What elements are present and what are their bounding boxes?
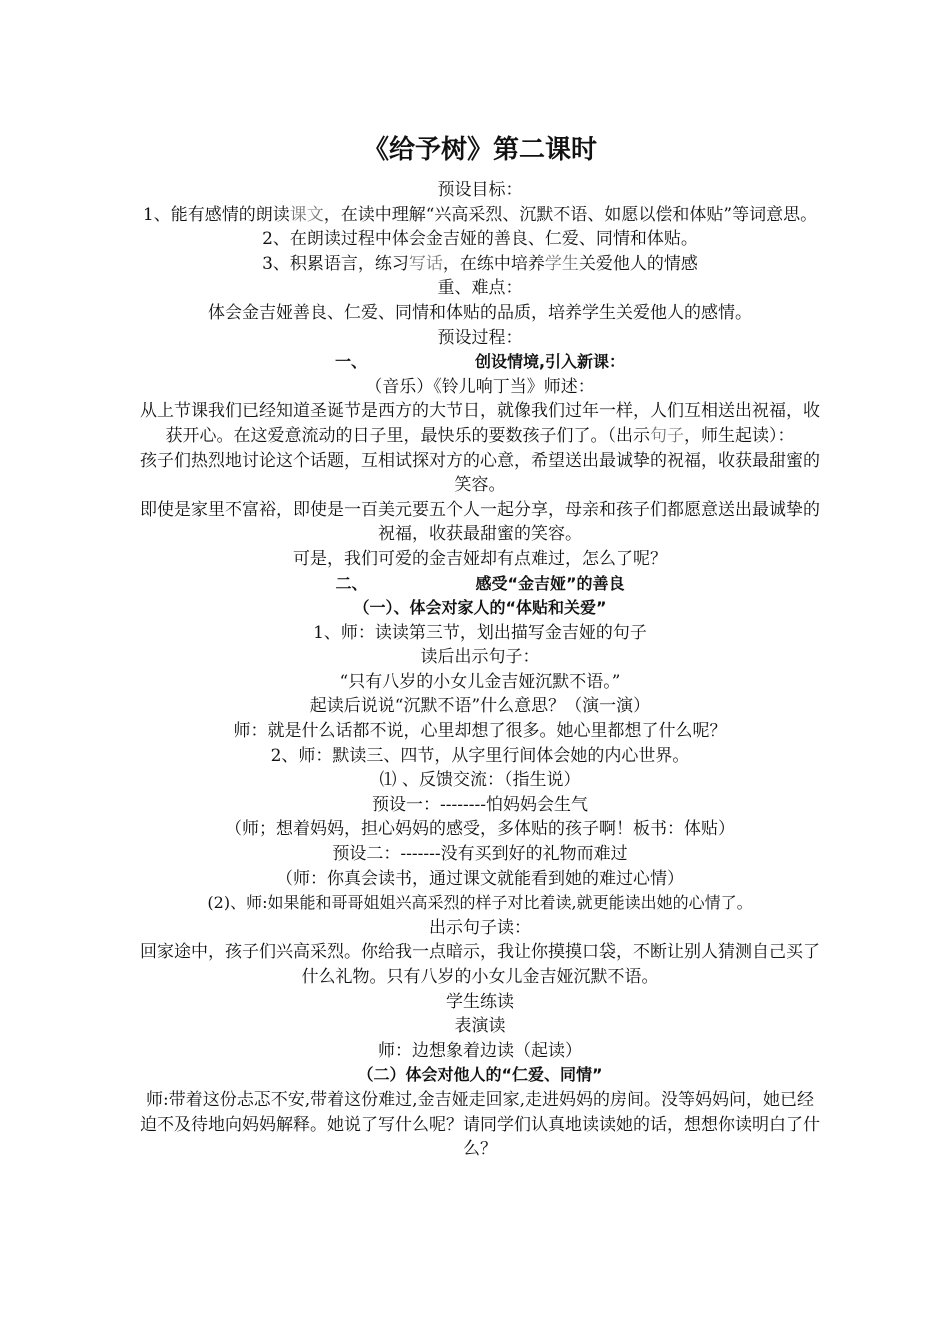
section-1-title: 创设情境,引入新课： bbox=[474, 352, 626, 372]
goal-3-text-e: 关爱他人的情感 bbox=[578, 253, 698, 274]
key-text: 体会金吉娅善良、仁爱、同情和体贴的品质，培养学生关爱他人的感情。 bbox=[208, 302, 752, 323]
music-line: （音乐）《铃儿响丁当》师述： bbox=[365, 376, 595, 397]
line-10: 预设二：-------没有买到好的礼物而难过 bbox=[332, 844, 628, 865]
key-heading: 重、难点： bbox=[437, 278, 523, 299]
paragraph-4: 可是，我们可爱的金吉娅却有点难过，怎么了呢？ bbox=[293, 548, 667, 569]
line-11: （师：你真会读书，通过课文就能看到她的难过心情） bbox=[276, 868, 684, 889]
section-1-number: 一、 bbox=[334, 352, 367, 372]
line-7: ⑴ 、反馈交流：（指生说） bbox=[379, 770, 581, 791]
section-2-title: 感受“金吉娅”的善良 bbox=[475, 573, 625, 593]
line-1: 1、师：读读第三节，划出描写金吉娅的句子 bbox=[313, 622, 647, 643]
goal-3-text-c: ，在练中培养 bbox=[442, 253, 545, 274]
subsection-2-heading: （二）体会对他人的“仁爱、同情” bbox=[357, 1065, 603, 1085]
line-18: 师:带着这份忐忑不安,带着这份难过,金吉娅走回家,走进妈妈的房间。没等妈妈问，她已经迫不及待地向妈妈解释。她说了写什么呢？请同学们认真地读读她的话，想想你读明白了什么？ bbox=[140, 1089, 820, 1160]
line-9: （师；想着妈妈，担心妈妈的感受，多体贴的孩子啊！板书：体贴） bbox=[225, 819, 735, 840]
subsection-1-heading: （一）、体会对家人的“体贴和关爱” bbox=[353, 598, 607, 618]
goal-1-text-c: ，在读中理解“兴高采烈、沉默不语、如愿以偿和体贴”等词意思。 bbox=[323, 204, 818, 225]
line-4: 起读后说说“沉默不语”什么意思？（演一演） bbox=[309, 696, 651, 717]
paragraph-1-text-a: 从上节课我们已经知道圣诞节是西方的大节日，就像我们过年一样，人们互相送出祝福，收获开心。在这爱意流动的日子里，最快乐的要数孩子们了。（出示 bbox=[140, 401, 820, 446]
line-14: 回家途中，孩子们兴高采烈。你给我一点暗示，我让你摸摸口袋，不断让别人猜测自己买了什么礼物。只有八岁的小女儿金吉娅沉默不语。 bbox=[140, 942, 820, 987]
line-2: 读后出示句子： bbox=[420, 647, 540, 668]
paragraph-3: 即使是家里不富裕，即使是一百美元要五个人一起分享，母亲和孩子们都愿意送出最诚挚的祝福，收获最甜蜜的笑容。 bbox=[140, 499, 820, 545]
line-3: “只有八岁的小女儿金吉娅沉默不语。” bbox=[339, 671, 621, 692]
process-heading: 预设过程： bbox=[437, 327, 523, 348]
goal-3-link-xiehua[interactable]: 写话 bbox=[408, 253, 443, 274]
line-13: 出示句子读： bbox=[429, 917, 531, 938]
line-6: 2、师：默读三、四节，从字里行间体会她的内心世界。 bbox=[270, 745, 690, 766]
line-5: 师：就是什么话都不说，心里却想了很多。她心里都想了什么呢？ bbox=[233, 721, 727, 742]
section-2-heading bbox=[140, 572, 820, 597]
goals-heading: 预设目标： bbox=[437, 180, 523, 200]
goal-3-link-xuesheng[interactable]: 学生 bbox=[544, 253, 579, 274]
goal-1-text-a: 1、能有感情的朗读 bbox=[142, 204, 290, 225]
line-8: 预设一：--------怕妈妈会生气 bbox=[372, 794, 588, 815]
document-page bbox=[140, 128, 820, 1162]
paragraph-1-link-juzi[interactable]: 句子 bbox=[650, 425, 684, 446]
goal-3-text-a: 3、积累语言，练习 bbox=[262, 253, 409, 274]
line-17: 师：边想象着边读（起读） bbox=[378, 1040, 582, 1061]
paragraph-2: 孩子们热烈地讨论这个话题，互相试探对方的心意，希望送出最诚挚的祝福，收获最甜蜜的笑容。 bbox=[140, 450, 820, 496]
line-15: 学生练读 bbox=[446, 991, 514, 1012]
line-12: (2)、师:如果能和哥哥姐姐兴高采烈的样子对比着读,就更能读出她的心情了。 bbox=[207, 893, 753, 913]
paragraph-1 bbox=[140, 399, 820, 448]
goal-2: 2、在朗读过程中体会金吉娅的善良、仁爱、同情和体贴。 bbox=[262, 229, 698, 250]
goal-3 bbox=[140, 252, 820, 277]
section-2-number: 二、 bbox=[335, 573, 368, 593]
goal-1-link-kewen[interactable]: 课文 bbox=[289, 204, 324, 225]
section-1-heading bbox=[140, 350, 820, 375]
document-title: 《给予树》第二课时 bbox=[362, 135, 597, 165]
line-16: 表演读 bbox=[454, 1016, 506, 1037]
paragraph-1-text-c: ，师生起读）： bbox=[684, 425, 795, 446]
goal-1 bbox=[140, 203, 820, 228]
